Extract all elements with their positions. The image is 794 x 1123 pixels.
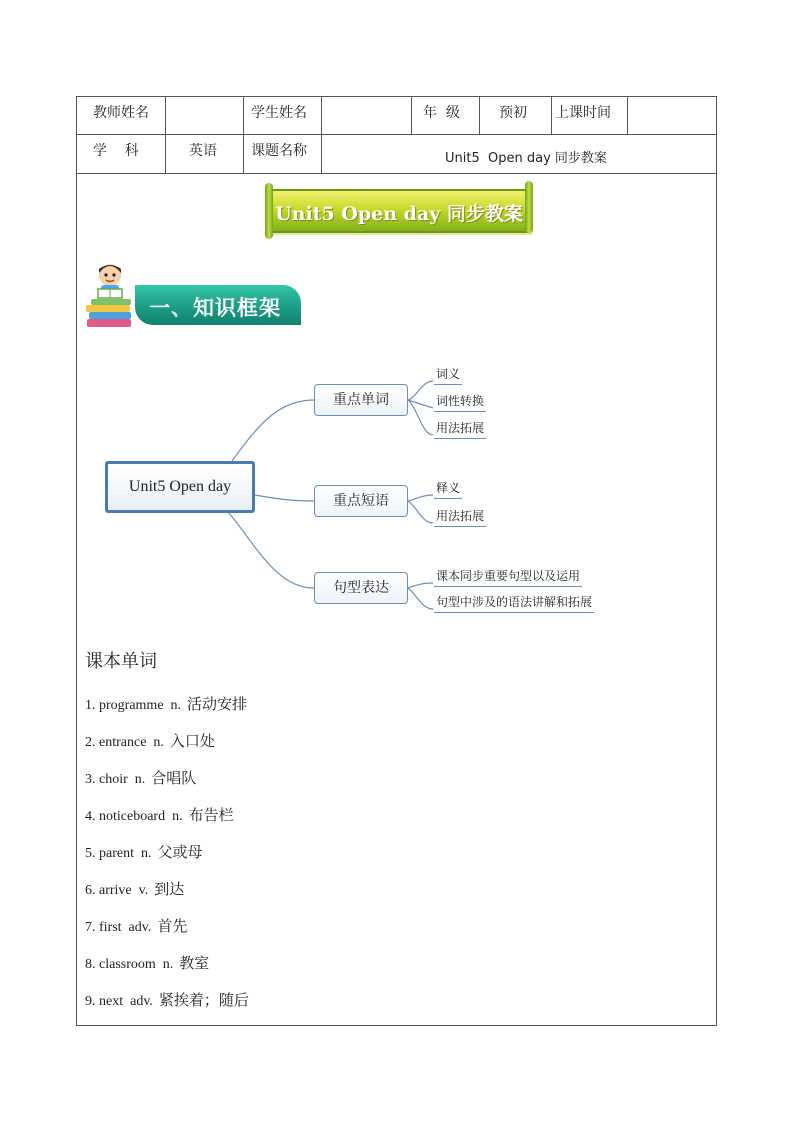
vocab-english: 8. classroom n. xyxy=(85,957,174,972)
mindmap-leaf: 用法拓展 xyxy=(434,507,486,527)
grade-value: 预初 xyxy=(499,105,527,121)
vocab-chinese: 父或母 xyxy=(157,843,203,861)
teacher-name-field[interactable] xyxy=(171,102,241,128)
vocab-chinese: 活动安排 xyxy=(187,695,248,713)
section-title: 一、知识框架 xyxy=(149,296,281,320)
mindmap-leaf: 词义 xyxy=(434,365,462,385)
mindmap-leaf: 句型中涉及的语法讲解和拓展 xyxy=(434,593,594,613)
vocab-chinese: 紧挨着；随后 xyxy=(158,991,249,1009)
vocab-english: 5. parent n. xyxy=(85,846,152,861)
mindmap-leaf: 课本同步重要句型以及运用 xyxy=(434,567,582,587)
vocab-english: 6. arrive v. xyxy=(85,883,149,898)
table-divider xyxy=(165,97,166,173)
topic-value: Unit5 Open day 同步教案 xyxy=(445,151,607,166)
student-name-label: 学生姓名 xyxy=(251,105,307,121)
table-divider xyxy=(627,97,628,134)
table-divider xyxy=(411,97,412,134)
mindmap-branch-phrases: 重点短语 xyxy=(314,485,408,517)
vocab-list xyxy=(85,693,249,1026)
grade-label: 年 级 xyxy=(423,105,460,121)
vocab-item xyxy=(85,693,249,730)
vocab-item xyxy=(85,915,249,952)
mindmap-leaf: 释义 xyxy=(434,479,462,499)
vocab-item xyxy=(85,878,249,915)
mindmap-root: Unit5 Open day xyxy=(105,461,255,513)
vocab-chinese: 合唱队 xyxy=(151,769,197,787)
topic-label: 课题名称 xyxy=(251,143,307,159)
table-divider xyxy=(243,97,244,173)
vocab-english: 2. entrance n. xyxy=(85,735,164,750)
vocab-english: 7. first adv. xyxy=(85,920,152,935)
vocab-item xyxy=(85,952,249,989)
vocab-item xyxy=(85,989,249,1026)
vocab-chinese: 布告栏 xyxy=(188,806,234,824)
vocab-english: 9. next adv. xyxy=(85,994,153,1009)
teacher-name-label: 教师姓名 xyxy=(93,105,149,121)
subject-value: 英语 xyxy=(189,143,217,159)
vocab-item xyxy=(85,767,249,804)
table-divider xyxy=(77,134,716,135)
vocab-item xyxy=(85,730,249,767)
mindmap-leaf: 用法拓展 xyxy=(434,419,486,439)
vocab-item xyxy=(85,841,249,878)
title-banner xyxy=(265,181,533,241)
reading-kid-icon xyxy=(85,261,137,329)
student-name-field[interactable] xyxy=(327,102,407,128)
mindmap-branch-sentences: 句型表达 xyxy=(314,572,408,604)
class-time-field[interactable] xyxy=(633,102,713,128)
table-divider xyxy=(551,97,552,134)
vocab-english: 1. programme n. xyxy=(85,698,182,713)
vocab-item xyxy=(85,804,249,841)
table-divider xyxy=(479,97,480,134)
subject-label: 学 科 xyxy=(93,143,139,159)
class-time-label: 上课时间 xyxy=(555,105,611,121)
vocab-english: 4. noticeboard n. xyxy=(85,809,183,824)
table-divider xyxy=(321,97,322,173)
vocab-chinese: 首先 xyxy=(157,917,188,935)
vocab-heading: 课本单词 xyxy=(85,651,157,672)
vocab-english: 3. choir n. xyxy=(85,772,146,787)
vocab-chinese: 教室 xyxy=(179,954,210,972)
vocab-chinese: 到达 xyxy=(154,880,185,898)
section-title-bar xyxy=(135,285,301,325)
banner-title: Unit5 Open day 同步教案 xyxy=(275,203,523,225)
lesson-plan-document xyxy=(76,96,717,1026)
vocab-chinese: 入口处 xyxy=(169,732,215,750)
table-divider xyxy=(77,173,716,174)
mindmap-leaf: 词性转换 xyxy=(434,392,486,412)
mindmap-branch-words: 重点单词 xyxy=(314,384,408,416)
